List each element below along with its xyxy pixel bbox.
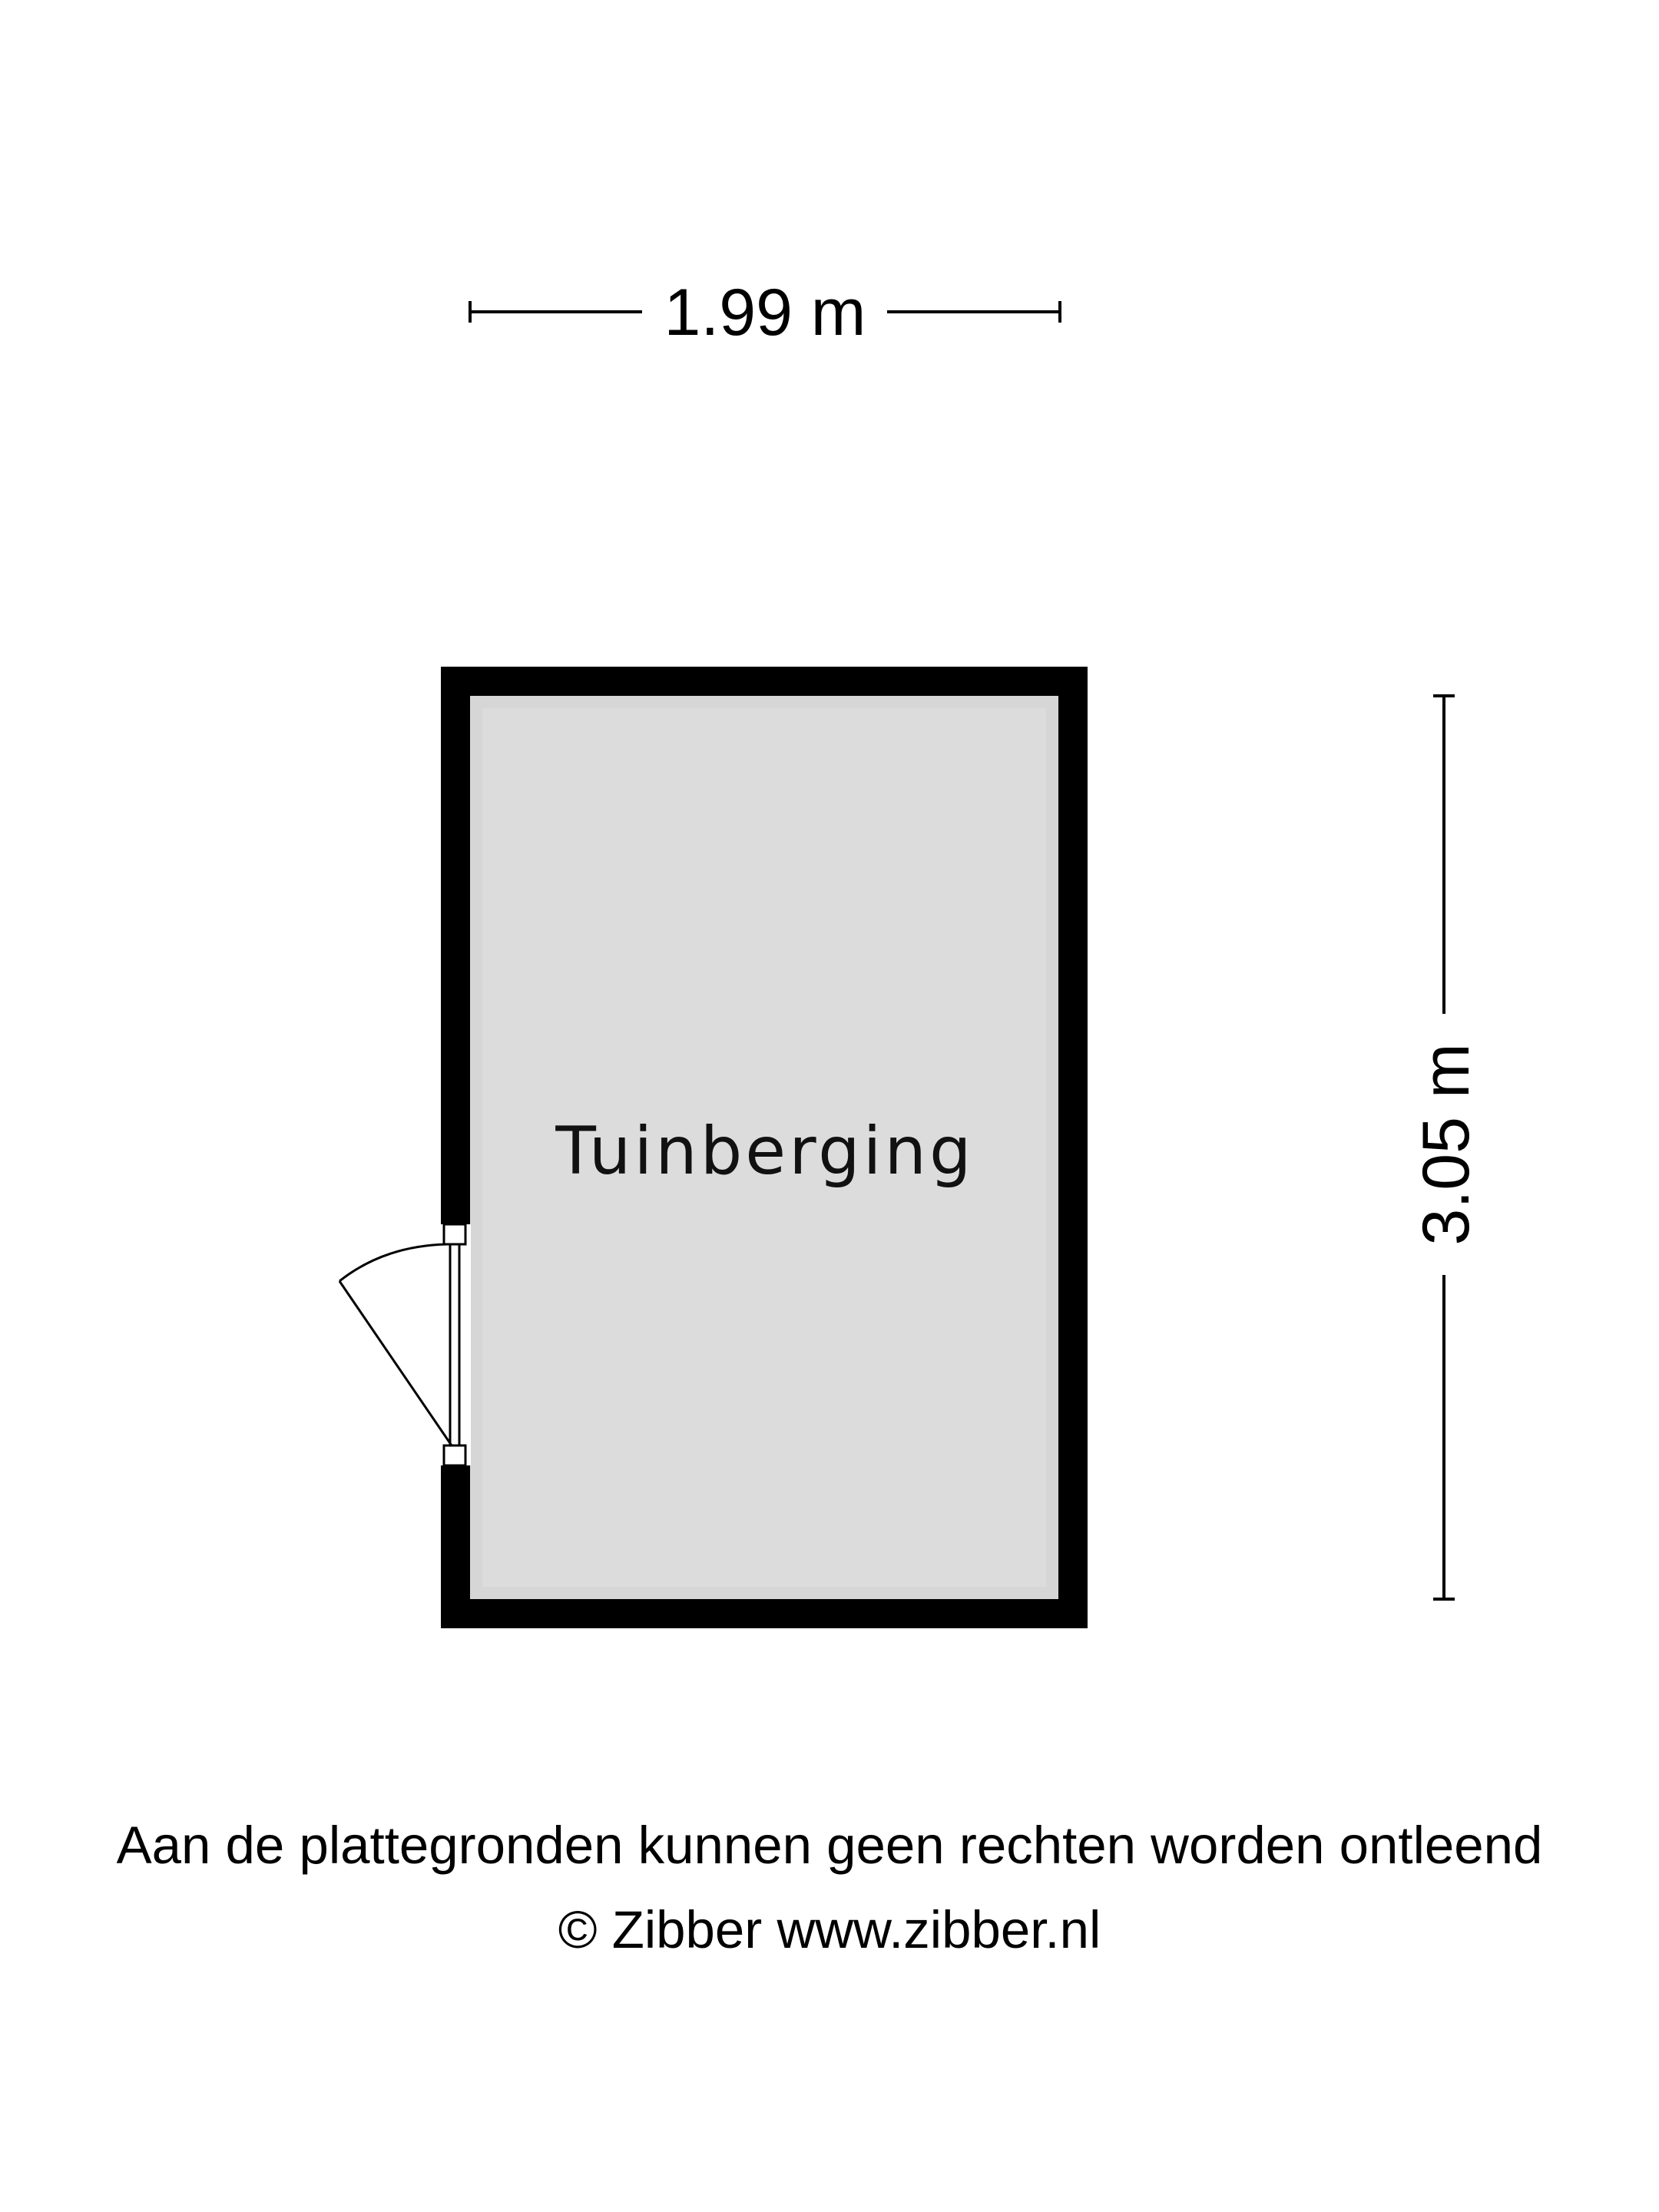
copyright-text: © Zibber www.zibber.nl: [558, 1900, 1101, 1959]
depth-dimension-label: 3.05 m: [1409, 1043, 1483, 1246]
width-dimension-label: 1.99 m: [664, 276, 866, 349]
door-frame-bottom: [444, 1445, 465, 1465]
depth-dimension: [1409, 696, 1483, 1599]
room-tuinberging: [441, 667, 1088, 1628]
disclaimer-text: Aan de plattegronden kunnen geen rechten worden ontleend: [116, 1816, 1543, 1875]
door-swing-arc: [339, 1244, 447, 1281]
door-frame-top: [444, 1224, 465, 1244]
door-leaf: [339, 1281, 452, 1445]
width-dimension: [470, 276, 1060, 349]
door-opening: [440, 1224, 471, 1465]
door: [339, 1224, 471, 1465]
room-label: Tuinberging: [555, 1113, 975, 1190]
